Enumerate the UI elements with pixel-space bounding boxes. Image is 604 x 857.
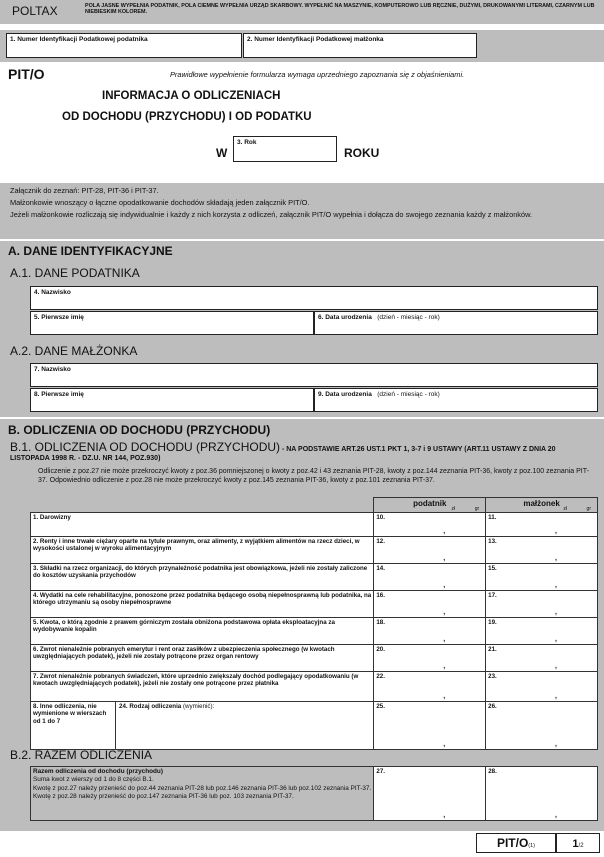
row-number: 5. <box>33 619 39 626</box>
decimal-comma: , <box>443 812 446 819</box>
decimal-comma: , <box>555 609 557 616</box>
other-type-label: 24. Rodzaj odliczenia <box>119 703 182 710</box>
amount-spouse-cell[interactable] <box>486 672 598 702</box>
row-text: Renty i inne trwałe ciężary oparte na tytule prawnym, oraz alimenty, z wyjątkiem alimentów na rzecz dzieci, w wysokości ustalonej w wyroku alimentacyjnym <box>33 538 360 553</box>
total-description <box>31 767 374 821</box>
table-row <box>31 537 598 564</box>
row-description <box>31 645 374 672</box>
form-code: PIT/O <box>8 66 45 82</box>
nip-spouse-label: 2. Numer Identyfikacji Podatkowej małżonka <box>247 36 384 43</box>
info-line1: Załącznik do zeznań: PIT-28, PIT-36 i PIT-37. <box>10 186 159 195</box>
form-title-line2: OD DOCHODU (PRZYCHODU) I OD PODATKU <box>62 111 312 123</box>
firstname-spouse-field[interactable] <box>30 388 314 412</box>
section-a2-title: A.2. DANE MAŁŻONKA <box>10 344 138 358</box>
row-description <box>31 672 374 702</box>
section-b1-heading: B.1. ODLICZENIA OD DOCHODU (PRZYCHODU) <box>10 440 281 454</box>
table-row <box>31 591 598 618</box>
row-number: 2. <box>33 538 39 545</box>
year-suffix: ROKU <box>344 146 380 160</box>
field-number: 26. <box>488 703 497 710</box>
column-taxpayer-header <box>374 498 486 513</box>
amount-taxpayer-cell[interactable] <box>374 513 486 537</box>
field-number: 17. <box>488 592 497 599</box>
surname-taxpayer-label: 4. Nazwisko <box>34 289 71 296</box>
other-type-hint: (wymienić): <box>182 703 215 710</box>
row-number: 6. <box>33 646 39 653</box>
nip-taxpayer-label: 1. Numer Identyfikacji Podatkowej podatnika <box>10 36 148 43</box>
field-number: 18. <box>376 619 385 626</box>
firstname-spouse-label: 8. Pierwsze imię <box>34 391 84 398</box>
amount-taxpayer-cell[interactable] <box>374 564 486 591</box>
row-number: 8. <box>33 703 39 710</box>
row-number: 3. <box>33 565 39 572</box>
year-field[interactable] <box>233 136 337 162</box>
section-b-title: B. ODLICZENIA OD DOCHODU (PRZYCHODU) <box>8 423 271 437</box>
decimal-comma: , <box>555 555 557 562</box>
amount-spouse-cell[interactable] <box>486 645 598 672</box>
column-taxpayer-label: podatnik <box>413 499 447 508</box>
decimal-comma: , <box>555 663 557 670</box>
field-number: 27. <box>376 768 385 775</box>
spouse-zl-label: zł <box>563 506 567 512</box>
decimal-comma: , <box>443 663 446 670</box>
amount-taxpayer-cell[interactable] <box>374 702 486 750</box>
total-spouse-cell[interactable] <box>486 767 598 821</box>
row-description <box>31 591 374 618</box>
header-instruction: POLA JASNE WYPEŁNIA PODATNIK, POLA CIEMNE WYPEŁNIA URZĄD SKARBOWY. WYPEŁNIĆ NA MASZYNIE, KOMPUTEROWO LUB RĘCZNIE, DUŻYMI, DRUKOWANYMI LITERAMI, CZARNYM LUB NIEBIESKIM KOLOREM. <box>85 3 595 16</box>
row-other-label <box>33 703 113 725</box>
taxpayer-gr-label: gr <box>474 506 480 512</box>
amount-spouse-cell[interactable] <box>486 702 598 750</box>
form-notice: Prawidłowe wypełnienie formularza wymaga uprzedniego zapoznania się z objaśnieniami. <box>170 70 465 79</box>
row-number: 4. <box>33 592 39 599</box>
surname-taxpayer-field[interactable] <box>30 286 598 310</box>
decimal-comma: , <box>443 693 446 700</box>
nip-spouse-field[interactable] <box>243 33 477 58</box>
row-number: 7. <box>33 673 39 680</box>
field-number: 13. <box>488 538 497 545</box>
info-line2: Małżonkowie wnoszący o łączne opodatkowanie dochodów składają jeden załącznik PIT/O. <box>10 198 310 207</box>
column-spouse-header <box>486 498 598 513</box>
field-number: 25. <box>376 703 385 710</box>
table-row <box>31 618 598 645</box>
birthdate-spouse-field[interactable] <box>314 388 598 412</box>
column-spouse-label: małżonek <box>523 499 560 508</box>
decimal-comma: , <box>555 693 557 700</box>
birthdate-taxpayer-field[interactable] <box>314 311 598 335</box>
field-number: 23. <box>488 673 497 680</box>
field-number: 20. <box>376 646 385 653</box>
total-taxpayer-cell[interactable] <box>374 767 486 821</box>
amount-spouse-cell[interactable] <box>486 537 598 564</box>
table-row <box>31 672 598 702</box>
table-row <box>31 513 598 537</box>
decimal-comma: , <box>555 636 557 643</box>
spouse-gr-label: gr <box>586 506 591 512</box>
row-description <box>31 537 374 564</box>
deductions-table <box>30 497 598 750</box>
birthdate-spouse-hint: (dzień - miesiąc - rok) <box>377 391 440 398</box>
other-type-field[interactable] <box>115 702 373 749</box>
row-text: Inne odliczenia, nie wymienione w wierszach od 1 do 7 <box>33 703 107 725</box>
field-number: 12. <box>376 538 385 545</box>
row-text: Zwrot nienależnie pobranych emerytur i rent oraz zasiłków z ubezpieczenia społecznego (w kwotach uwzględniających podatek), jeżeli nie zostały potrącone przez organ rentowy <box>33 646 335 661</box>
firstname-taxpayer-field[interactable] <box>30 311 314 335</box>
total-note-1: Kwotę z poz.27 należy przenieść do poz.44 zeznania PIT-28 lub poz.146 zeznania PIT-36 lub poz.102 zeznania PIT-37. <box>33 784 372 792</box>
birthdate-spouse-label-text: 9. Data urodzenia <box>318 391 372 398</box>
taxpayer-zl-label: zł <box>451 506 456 512</box>
amount-taxpayer-cell[interactable] <box>374 645 486 672</box>
birthdate-taxpayer-label-text: 6. Data urodzenia <box>318 314 372 321</box>
form-title-line1: INFORMACJA O ODLICZENIACH <box>102 90 281 102</box>
field-number: 22. <box>376 673 385 680</box>
total-row <box>31 767 598 821</box>
decimal-comma: , <box>443 741 446 748</box>
row-description <box>31 564 374 591</box>
footer-page-total: /2 <box>578 843 584 849</box>
footer-form-version: (1) <box>528 843 536 849</box>
row-description <box>31 618 374 645</box>
year-label: 3. Rok <box>237 139 257 146</box>
decimal-comma: , <box>555 582 557 589</box>
footer-form-code-box <box>476 833 556 853</box>
row-text: Darowizny <box>39 514 71 521</box>
birthdate-spouse-label <box>318 391 440 398</box>
decimal-comma: , <box>443 636 446 643</box>
publisher-name: POLTAX <box>12 4 58 18</box>
total-table <box>30 766 598 821</box>
birthdate-taxpayer-label <box>318 314 440 321</box>
decimal-comma: , <box>555 812 557 819</box>
row-text: Zwrot nienależnie pobranych świadczeń, które uprzednio zwiększały dochód podlegający opodatkowaniu (w kwotach uwzględniających podatek), jeżeli nie zostały one potrącone przez płatnika <box>33 673 359 688</box>
table-row-other <box>31 702 598 750</box>
surname-spouse-label: 7. Nazwisko <box>34 366 71 373</box>
section-a-title: A. DANE IDENTYFIKACYJNE <box>8 244 173 258</box>
decimal-comma: , <box>443 555 446 562</box>
table-row <box>31 645 598 672</box>
section-b1-title <box>10 440 595 463</box>
row-text: Składki na rzecz organizacji, do których przynależność podatnika jest obowiązkowa, jeżeli nie zostały zaliczone do kosztów uzyskania przychodów <box>33 565 368 580</box>
header-spacer <box>31 498 374 513</box>
field-number: 21. <box>488 646 497 653</box>
year-prefix: W <box>216 146 228 160</box>
nip-taxpayer-field[interactable] <box>6 33 242 58</box>
info-line3: Jeżeli małżonkowie rozliczają się indywidualnie i każdy z nich korzysta z odliczeń, załącznik PIT/O wypełnia i dołącza do swojego zeznania każdy z małżonków. <box>10 210 533 219</box>
decimal-comma: , <box>443 609 446 616</box>
footer-page-number: 1 <box>572 838 579 850</box>
amount-taxpayer-cell[interactable] <box>374 618 486 645</box>
amount-spouse-cell[interactable] <box>486 564 598 591</box>
section-a1-title: A.1. DANE PODATNIKA <box>10 266 140 280</box>
surname-spouse-field[interactable] <box>30 363 598 387</box>
row-number: 1. <box>33 514 39 521</box>
footer-form-code: PIT/O <box>496 836 529 850</box>
section-b1-basis: - NA PODSTAWIE ART.26 UST.1 PKT 1, 3-7 i 9 USTAWY (ART.11 USTAWY Z DNIA 20 LISTOPADA 1998 R. - DZ.U. NR 144, POZ.930) <box>10 446 556 462</box>
decimal-comma: , <box>555 741 557 748</box>
total-subtitle: Suma kwot z wierszy od 1 do 8 części B.1. <box>33 776 154 784</box>
decimal-comma: , <box>443 528 446 535</box>
field-number: 16. <box>376 592 385 599</box>
field-number: 14. <box>376 565 385 572</box>
table-header-row <box>31 498 598 513</box>
birthdate-taxpayer-hint: (dzień - miesiąc - rok) <box>377 314 440 321</box>
amount-taxpayer-cell[interactable] <box>374 537 486 564</box>
amount-spouse-cell[interactable] <box>486 618 598 645</box>
row-description <box>31 513 374 537</box>
field-number: 19. <box>488 619 497 626</box>
field-number: 28. <box>488 768 497 775</box>
total-title: Razem odliczenia od dochodu (przychodu) <box>33 768 163 775</box>
table-row <box>31 564 598 591</box>
field-number: 10. <box>376 514 385 521</box>
field-number: 11. <box>488 514 497 521</box>
field-number: 15. <box>488 565 497 572</box>
amount-spouse-cell[interactable] <box>486 513 598 537</box>
decimal-comma: , <box>555 528 557 535</box>
row-text: Wydatki na cele rehabilitacyjne, ponoszone przez podatnika będącego osobą niepełnosprawną lub podatnika, na którego utrzymaniu są osoby niepełnosprawne <box>33 592 372 607</box>
row-text: Kwota, o którą zgodnie z prawem górniczym została obniżona podstawowa opłata eksploatacyjna za wydobywanie kopalin <box>33 619 335 634</box>
row-other-description <box>31 702 374 750</box>
amount-taxpayer-cell[interactable] <box>374 672 486 702</box>
amount-taxpayer-cell[interactable] <box>374 591 486 618</box>
firstname-taxpayer-label: 5. Pierwsze imię <box>34 314 84 321</box>
decimal-comma: , <box>443 582 446 589</box>
footer-page-box <box>556 833 600 853</box>
section-b1-note: Odliczenie z poz.27 nie może przekroczyć kwoty z poz.36 pomniejszonej o kwoty z poz.42 i 43 zeznania PIT-28, kwoty z poz.144 zeznania PIT-36, kwoty z poz.100 zeznania PIT-37. Odpowiednio odliczenie z poz.28 nie może przekroczyć kwoty z poz.145 zeznania PIT-36, kwoty z poz.101 zeznania PIT-37. <box>38 468 589 484</box>
section-b2-title: B.2. RAZEM ODLICZENIA <box>10 748 153 762</box>
total-note-2: Kwotę z poz.28 należy przenieść do poz.147 zeznania PIT-36 lub poz. 103 zeznania PIT-37. <box>33 792 294 800</box>
amount-spouse-cell[interactable] <box>486 591 598 618</box>
